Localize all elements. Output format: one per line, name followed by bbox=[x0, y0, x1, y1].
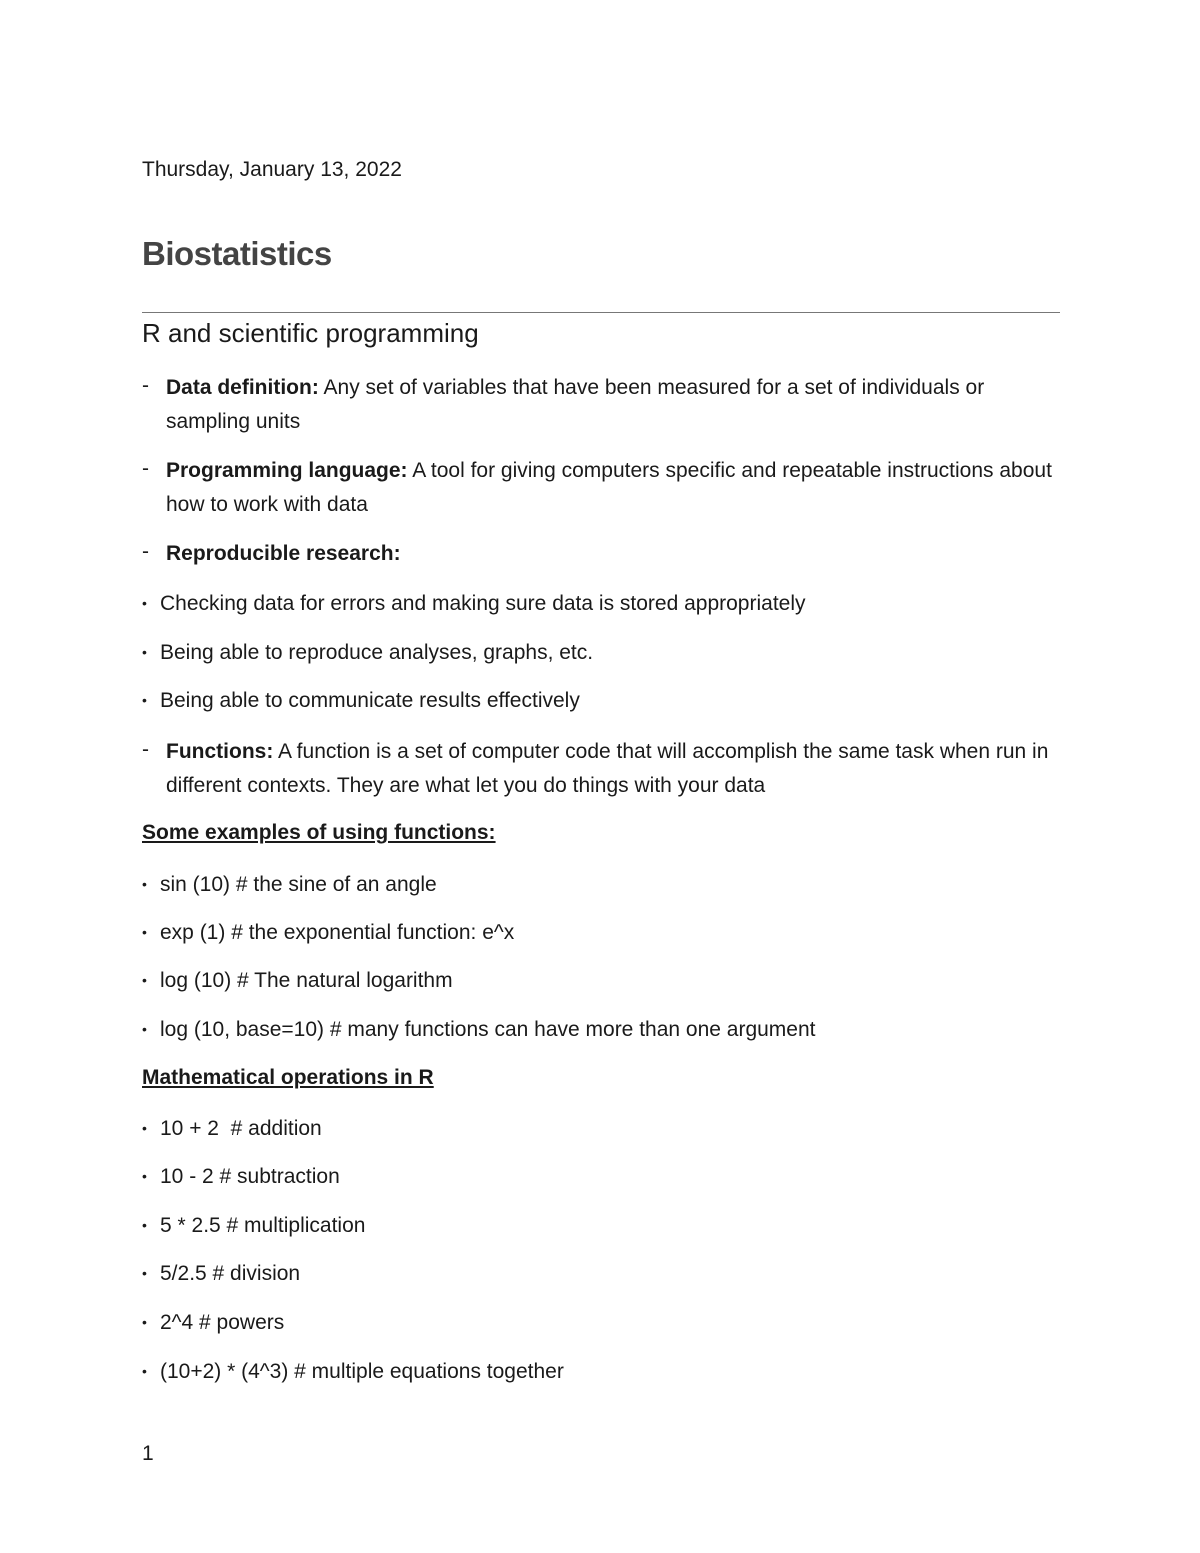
bullet-marker: • bbox=[142, 1021, 147, 1037]
list-item bbox=[142, 869, 437, 900]
bullet-marker: • bbox=[142, 924, 147, 940]
page-number: 1 bbox=[142, 1442, 154, 1465]
note-date: Thursday, January 13, 2022 bbox=[142, 158, 402, 181]
title-divider bbox=[142, 312, 1060, 313]
dash-marker: - bbox=[142, 457, 149, 480]
bullet-marker: • bbox=[142, 1314, 147, 1330]
list-item-text: 10 + 2 # addition bbox=[160, 1117, 322, 1140]
list-item-text: 2^4 # powers bbox=[160, 1311, 285, 1334]
bullet-marker: • bbox=[142, 972, 147, 988]
dash-marker: - bbox=[142, 540, 149, 563]
definition-text: A tool for giving computers specific and repeatable instructions about how to work with data bbox=[166, 459, 1052, 516]
list-item bbox=[142, 1113, 322, 1144]
list-item bbox=[142, 1014, 816, 1045]
bullet-marker: • bbox=[142, 876, 147, 892]
functions-heading: Some examples of using functions: bbox=[142, 821, 496, 844]
list-item bbox=[142, 1161, 340, 1192]
list-item-text: Being able to reproduce analyses, graphs, etc. bbox=[160, 641, 594, 664]
definition-text: A function is a set of computer code that will accomplish the same task when run in different contexts. They are what let you do things with your data bbox=[166, 740, 1049, 797]
definition-reproducible-research bbox=[142, 537, 1067, 571]
list-item-text: (10+2) * (4^3) # multiple equations together bbox=[160, 1360, 564, 1383]
list-item-text: log (10, base=10) # many functions can have more than one argument bbox=[160, 1018, 816, 1041]
list-item-text: log (10) # The natural logarithm bbox=[160, 969, 453, 992]
definition-term: Data definition: bbox=[166, 376, 319, 399]
math-heading: Mathematical operations in R bbox=[142, 1066, 434, 1089]
definition-term: Programming language: bbox=[166, 459, 408, 482]
list-item bbox=[142, 1356, 564, 1387]
bullet-marker: • bbox=[142, 595, 147, 611]
page-title: Biostatistics bbox=[142, 235, 332, 272]
list-item bbox=[142, 917, 514, 948]
list-item bbox=[142, 637, 593, 668]
dash-marker: - bbox=[142, 374, 149, 397]
list-item-text: exp (1) # the exponential function: e^x bbox=[160, 921, 515, 944]
section-subtitle: R and scientific programming bbox=[142, 318, 479, 348]
bullet-marker: • bbox=[142, 1168, 147, 1184]
list-item bbox=[142, 1258, 300, 1289]
list-item-text: 5/2.5 # division bbox=[160, 1262, 301, 1285]
dash-marker: - bbox=[142, 738, 149, 761]
bullet-marker: • bbox=[142, 692, 147, 708]
definition-term: Reproducible research: bbox=[166, 542, 401, 565]
list-item bbox=[142, 1210, 365, 1241]
list-item-text: Checking data for errors and making sure data is stored appropriately bbox=[160, 592, 806, 615]
definition-text: Any set of variables that have been measured for a set of individuals or sampling units bbox=[166, 376, 985, 433]
list-item-text: 10 - 2 # subtraction bbox=[160, 1165, 340, 1188]
bullet-marker: • bbox=[142, 1265, 147, 1281]
definition-programming-language bbox=[142, 454, 1067, 522]
list-item bbox=[142, 965, 453, 996]
bullet-marker: • bbox=[142, 1217, 147, 1233]
definition-term: Functions: bbox=[166, 740, 274, 763]
definition-data bbox=[142, 371, 1067, 439]
list-item bbox=[142, 588, 806, 619]
list-item-text: Being able to communicate results effectively bbox=[160, 689, 580, 712]
list-item bbox=[142, 1307, 284, 1338]
list-item-text: 5 * 2.5 # multiplication bbox=[160, 1214, 366, 1237]
definition-functions bbox=[142, 735, 1067, 803]
list-item-text: sin (10) # the sine of an angle bbox=[160, 873, 437, 896]
list-item bbox=[142, 685, 580, 716]
bullet-marker: • bbox=[142, 644, 147, 660]
bullet-marker: • bbox=[142, 1120, 147, 1136]
bullet-marker: • bbox=[142, 1363, 147, 1379]
